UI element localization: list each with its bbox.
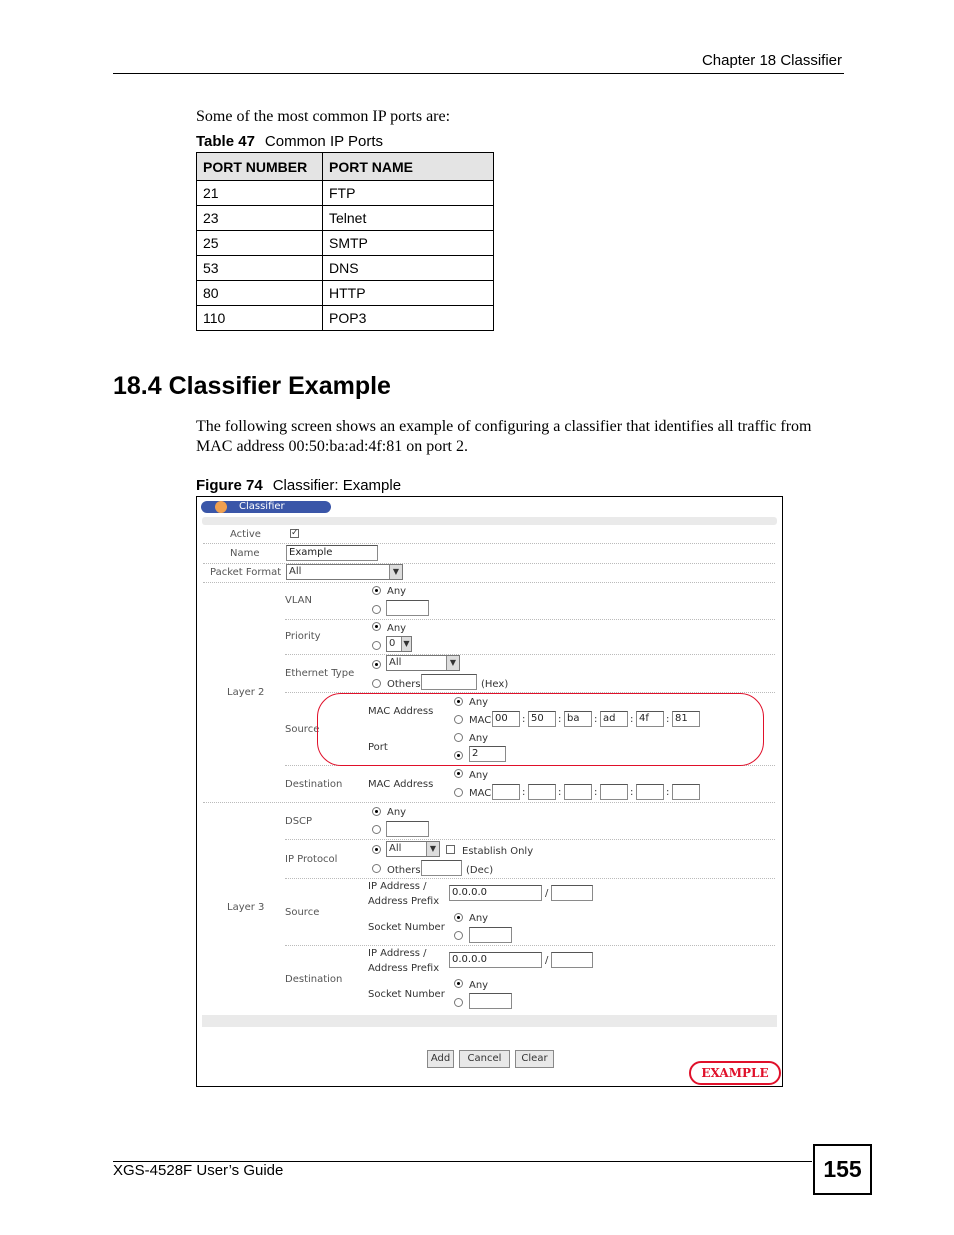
dst-socket-number-label: Socket Number [368, 989, 445, 1000]
col-port-name: PORT NAME [323, 153, 494, 181]
dst-mac-octet-1[interactable] [492, 784, 520, 800]
src-mac-octet-2[interactable]: 50 [528, 711, 556, 727]
packet-format-value: All [289, 566, 302, 577]
example-stamp: EXAMPLE [689, 1061, 781, 1085]
active-checkbox[interactable]: ✓ [291, 528, 299, 538]
port-number: 21 [197, 181, 323, 206]
port-name: POP3 [323, 306, 494, 331]
dscp-any-label: Any [387, 807, 407, 818]
port-number: 25 [197, 231, 323, 256]
dst-socket-value-radio[interactable] [454, 998, 463, 1007]
src-mac-label: MAC [469, 715, 492, 726]
l2-destination-label: Destination [285, 779, 343, 790]
chapter-header: Chapter 18 Classifier [701, 52, 842, 69]
guide-title: XGS-4528F User’s Guide [113, 1162, 284, 1179]
dst-ip-address-label: IP Address / [368, 948, 427, 959]
ethernet-type-all-radio[interactable] [372, 660, 381, 669]
figure-caption [196, 477, 401, 494]
vlan-any-label: Any [387, 586, 407, 597]
dscp-value-radio[interactable] [372, 825, 381, 834]
row-divider [285, 619, 775, 620]
ip-protocol-input[interactable] [421, 860, 462, 876]
ip-protocol-others-radio[interactable] [372, 864, 381, 873]
name-input[interactable]: Example [286, 545, 378, 561]
classifier-form [197, 497, 782, 1086]
ethernet-type-label: Ethernet Type [285, 668, 355, 679]
port-number: 23 [197, 206, 323, 231]
dst-socket-any-radio[interactable] [454, 979, 463, 988]
l2-source-label: Source [285, 724, 320, 735]
table-row [197, 231, 494, 256]
src-socket-value-radio[interactable] [454, 931, 463, 940]
src-mac-any-label: Any [469, 697, 489, 708]
dst-mac-any-label: Any [469, 770, 489, 781]
dscp-any-radio[interactable] [372, 807, 381, 816]
src-ip-input[interactable]: 0.0.0.0 [449, 885, 542, 901]
prefix-slash: / [545, 955, 549, 966]
src-address-prefix-label: Address Prefix [368, 896, 440, 907]
header-rule [113, 73, 844, 74]
cancel-button[interactable]: Cancel [459, 1050, 510, 1068]
table-title: Common IP Ports [264, 133, 384, 150]
port-name: Telnet [323, 206, 494, 231]
table-label: Table 47 [196, 133, 255, 150]
active-label: Active [230, 529, 261, 540]
col-port-number: PORT NUMBER [197, 153, 323, 181]
priority-select[interactable] [386, 636, 412, 652]
priority-value-radio[interactable] [372, 641, 381, 650]
dst-mac-octet-4[interactable] [600, 784, 628, 800]
table-header-row [197, 153, 494, 181]
packet-format-label: Packet Format [210, 567, 282, 578]
row-divider [203, 582, 775, 583]
chevron-down-icon: ▼ [389, 565, 402, 579]
port-number: 80 [197, 281, 323, 306]
section-paragraph: The following screen shows an example of configuring a classifier that identifies all traffic from MAC address 00:50:ba:ad:4f:81 on port 2. [196, 418, 812, 455]
dst-mac-any-radio[interactable] [454, 769, 463, 778]
chevron-down-icon: ▼ [446, 656, 459, 670]
chevron-down-icon: ▼ [426, 842, 439, 856]
add-button[interactable]: Add [427, 1050, 454, 1068]
row-divider [285, 878, 775, 879]
table-row [197, 206, 494, 231]
src-mac-octet-6[interactable]: 81 [672, 711, 700, 727]
layer2-label: Layer 2 [227, 687, 265, 698]
priority-value: 0 [389, 638, 396, 649]
src-mac-octet-4[interactable]: ad [600, 711, 628, 727]
ethernet-type-value: All [389, 657, 402, 668]
section-heading: 18.4 Classifier Example [113, 372, 391, 400]
row-divider [285, 839, 775, 840]
src-mac-octet-3[interactable]: ba [564, 711, 592, 727]
dst-socket-any-label: Any [469, 980, 489, 991]
src-mac-octet-5[interactable]: 4f [636, 711, 664, 727]
l3-source-label: Source [285, 907, 320, 918]
layer3-label: Layer 3 [227, 902, 265, 913]
dst-mac-octet-5[interactable] [636, 784, 664, 800]
src-mac-address-label: MAC Address [368, 706, 434, 717]
title-orb-icon [215, 501, 227, 513]
vlan-input[interactable] [386, 600, 429, 616]
establish-only-checkbox[interactable] [446, 845, 455, 854]
vlan-any-radio[interactable] [372, 586, 381, 595]
dec-label: (Dec) [466, 865, 494, 876]
port-number: 110 [197, 306, 323, 331]
dst-mac-octet-6[interactable] [672, 784, 700, 800]
mac-colon: : [594, 714, 598, 725]
dst-mac-address-label: MAC Address [368, 779, 434, 790]
row-divider [285, 654, 775, 655]
mac-colon: : [522, 787, 526, 798]
mac-colon: : [522, 714, 526, 725]
dscp-label: DSCP [285, 816, 313, 827]
dscp-input[interactable] [386, 821, 429, 837]
table-row [197, 256, 494, 281]
mac-colon: : [558, 787, 562, 798]
hex-label: (Hex) [481, 679, 509, 690]
mac-colon: : [666, 787, 670, 798]
priority-any-radio[interactable] [372, 622, 381, 631]
classifier-screenshot [196, 496, 783, 1087]
port-number: 53 [197, 256, 323, 281]
table-caption [196, 133, 383, 150]
dst-mac-value-radio[interactable] [454, 788, 463, 797]
name-label: Name [230, 548, 260, 559]
src-socket-any-radio[interactable] [454, 913, 463, 922]
src-socket-number-label: Socket Number [368, 922, 445, 933]
dst-prefix-input[interactable] [551, 952, 593, 968]
table-row [197, 281, 494, 306]
dst-socket-input[interactable] [469, 993, 512, 1009]
dst-mac-octet-3[interactable] [564, 784, 592, 800]
mac-colon: : [558, 714, 562, 725]
classifier-title: Classifier [239, 501, 285, 512]
ip-protocol-all-radio[interactable] [372, 845, 381, 854]
ip-protocol-label: IP Protocol [285, 854, 338, 865]
priority-label: Priority [285, 631, 321, 642]
figure-label: Figure 74 [196, 477, 263, 494]
mac-colon: : [630, 787, 634, 798]
port-name: SMTP [323, 231, 494, 256]
table-row [197, 306, 494, 331]
src-socket-input[interactable] [469, 927, 512, 943]
src-mac-octet-1[interactable]: 00 [492, 711, 520, 727]
dst-mac-label: MAC [469, 788, 492, 799]
row-divider [203, 543, 775, 544]
panel-bottom-bar [202, 1015, 777, 1027]
chevron-down-icon: ▼ [401, 637, 411, 651]
port-name: HTTP [323, 281, 494, 306]
port-name: DNS [323, 256, 494, 281]
figure-title: Classifier: Example [272, 477, 402, 494]
src-socket-any-label: Any [469, 913, 489, 924]
clear-button[interactable]: Clear [515, 1050, 554, 1068]
row-divider [203, 802, 775, 803]
ip-protocol-select[interactable] [386, 841, 440, 857]
ethernet-type-others-radio[interactable] [372, 679, 381, 688]
mac-colon: : [630, 714, 634, 725]
highlight-oval [317, 693, 764, 766]
intro-text: Some of the most common IP ports are: [196, 108, 451, 125]
src-ip-address-label: IP Address / [368, 881, 427, 892]
ethernet-type-others-label: Others [387, 679, 421, 690]
vlan-label: VLAN [285, 595, 312, 606]
src-prefix-input[interactable] [551, 885, 593, 901]
ip-protocol-others-label: Others [387, 865, 421, 876]
panel-top-bar [202, 517, 777, 525]
port-input[interactable]: 2 [469, 746, 506, 762]
ip-protocol-value: All [389, 843, 402, 854]
table-row [197, 181, 494, 206]
mac-colon: : [666, 714, 670, 725]
vlan-value-radio[interactable] [372, 605, 381, 614]
port-any-label: Any [469, 733, 489, 744]
ethernet-type-input[interactable] [421, 674, 477, 690]
page-number: 155 [813, 1144, 872, 1195]
establish-only-label: Establish Only [462, 846, 534, 857]
port-label: Port [368, 742, 388, 753]
dst-address-prefix-label: Address Prefix [368, 963, 440, 974]
common-ip-ports-table [196, 152, 494, 331]
priority-any-label: Any [387, 623, 407, 634]
mac-colon: : [594, 787, 598, 798]
dst-mac-octet-2[interactable] [528, 784, 556, 800]
port-name: FTP [323, 181, 494, 206]
dst-ip-input[interactable]: 0.0.0.0 [449, 952, 542, 968]
prefix-slash: / [545, 888, 549, 899]
ethernet-type-select[interactable] [386, 655, 460, 671]
packet-format-select[interactable] [286, 564, 403, 580]
row-divider [285, 945, 775, 946]
l3-destination-label: Destination [285, 974, 343, 985]
